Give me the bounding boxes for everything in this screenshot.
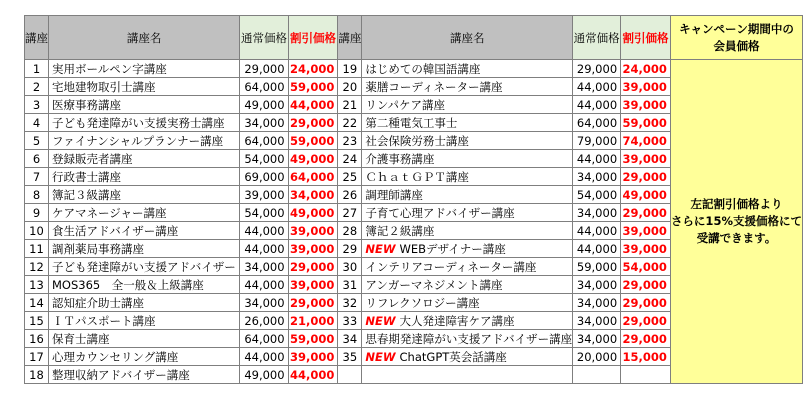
course-no: 22 xyxy=(338,114,362,132)
regular-price: 34,000 xyxy=(240,258,288,276)
regular-price: 54,000 xyxy=(573,186,621,204)
course-name: 子ども発達障がい支援実務士講座 xyxy=(49,114,240,132)
regular-price: 34,000 xyxy=(573,330,621,348)
regular-price: 44,000 xyxy=(573,222,621,240)
course-no: 25 xyxy=(338,168,362,186)
table-row xyxy=(25,60,803,78)
discount-price: 29,000 xyxy=(621,330,671,348)
course-name-text: WEBデザイナー講座 xyxy=(399,241,506,256)
course-name-text: ＣｈａｔＧＰＴ講座 xyxy=(365,169,469,184)
course-no: 21 xyxy=(338,96,362,114)
discount-price: 24,000 xyxy=(288,60,338,78)
regular-price: 79,000 xyxy=(573,132,621,150)
regular-price: 26,000 xyxy=(240,312,288,330)
course-no: 6 xyxy=(25,150,49,168)
regular-price: 34,000 xyxy=(573,168,621,186)
course-name xyxy=(362,186,573,204)
discount-price: 29,000 xyxy=(288,294,338,312)
header-course-name: 講座名 xyxy=(49,16,240,60)
regular-price: 20,000 xyxy=(573,348,621,366)
course-name xyxy=(362,276,573,294)
course-no: 20 xyxy=(338,78,362,96)
course-no: 34 xyxy=(338,330,362,348)
header-regular-price: 通常価格 xyxy=(573,16,621,60)
discount-price: 29,000 xyxy=(621,276,671,294)
course-no: 1 xyxy=(25,60,49,78)
course-name: 子ども発達障がい支援アドバイザー xyxy=(49,258,240,276)
course-name xyxy=(362,204,573,222)
regular-price: 64,000 xyxy=(240,78,288,96)
course-no: 7 xyxy=(25,168,49,186)
discount-price: 21,000 xyxy=(288,312,338,330)
new-badge: NEW xyxy=(365,313,396,328)
regular-price: 44,000 xyxy=(240,348,288,366)
course-no: 9 xyxy=(25,204,49,222)
course-name xyxy=(362,60,573,78)
course-no: 4 xyxy=(25,114,49,132)
course-no: 18 xyxy=(25,366,49,384)
course-name-text: 子育て心理アドバイザー講座 xyxy=(365,205,515,220)
course-name-text: 調理師講座 xyxy=(365,187,423,202)
course-name: 行政書士講座 xyxy=(49,168,240,186)
discount-price: 15,000 xyxy=(621,348,671,366)
course-name xyxy=(362,114,573,132)
course-no: 10 xyxy=(25,222,49,240)
course-no: 3 xyxy=(25,96,49,114)
course-name-text: インテリアコーディネーター講座 xyxy=(365,259,537,274)
discount-price: 59,000 xyxy=(288,132,338,150)
course-name xyxy=(362,132,573,150)
course-name: 調剤薬局事務講座 xyxy=(49,240,240,258)
discount-price: 54,000 xyxy=(621,258,671,276)
course-no: 5 xyxy=(25,132,49,150)
regular-price: 69,000 xyxy=(240,168,288,186)
course-name xyxy=(362,78,573,96)
course-no: 2 xyxy=(25,78,49,96)
regular-price: 34,000 xyxy=(573,294,621,312)
regular-price: 34,000 xyxy=(240,294,288,312)
course-name xyxy=(362,348,573,366)
regular-price: 54,000 xyxy=(240,150,288,168)
regular-price: 29,000 xyxy=(573,60,621,78)
member-note-line3: 受講できます。 xyxy=(696,231,777,245)
course-no: 29 xyxy=(338,240,362,258)
regular-price: 54,000 xyxy=(240,204,288,222)
header-discount-price: 割引価格 xyxy=(288,16,338,60)
header-no: 講座 xyxy=(25,16,49,60)
course-no: 15 xyxy=(25,312,49,330)
discount-price: 39,000 xyxy=(621,96,671,114)
course-name: 簿記３級講座 xyxy=(49,186,240,204)
discount-price: 39,000 xyxy=(288,240,338,258)
course-name xyxy=(362,168,573,186)
course-no: 23 xyxy=(338,132,362,150)
course-name xyxy=(362,330,573,348)
discount-price: 29,000 xyxy=(621,168,671,186)
course-name xyxy=(362,312,573,330)
empty-cell xyxy=(573,366,621,384)
course-name: 整理収納アドバイザー講座 xyxy=(49,366,240,384)
discount-price: 49,000 xyxy=(621,186,671,204)
course-price-table xyxy=(24,15,803,384)
course-name: ファイナンシャルプランナー講座 xyxy=(49,132,240,150)
regular-price: 49,000 xyxy=(240,96,288,114)
regular-price: 64,000 xyxy=(573,114,621,132)
discount-price: 64,000 xyxy=(288,168,338,186)
regular-price: 34,000 xyxy=(573,204,621,222)
course-name xyxy=(362,150,573,168)
course-name xyxy=(362,96,573,114)
discount-price: 59,000 xyxy=(621,114,671,132)
discount-price: 44,000 xyxy=(288,366,338,384)
discount-price: 44,000 xyxy=(288,96,338,114)
member-price-note xyxy=(670,60,802,384)
course-no: 32 xyxy=(338,294,362,312)
new-badge: NEW xyxy=(365,349,396,364)
course-name-text: 薬膳コーディネーター講座 xyxy=(365,79,503,94)
course-no: 30 xyxy=(338,258,362,276)
discount-price: 29,000 xyxy=(288,114,338,132)
discount-price: 39,000 xyxy=(288,348,338,366)
regular-price: 49,000 xyxy=(240,366,288,384)
course-name xyxy=(362,240,573,258)
discount-price: 39,000 xyxy=(621,222,671,240)
regular-price: 44,000 xyxy=(240,222,288,240)
course-name-text: 社会保険労務士講座 xyxy=(365,133,469,148)
course-no: 14 xyxy=(25,294,49,312)
header-course-name: 講座名 xyxy=(362,16,573,60)
course-name-text: 簿記２級講座 xyxy=(365,223,435,238)
regular-price: 59,000 xyxy=(573,258,621,276)
course-name: 実用ボールペン字講座 xyxy=(49,60,240,78)
discount-price: 59,000 xyxy=(288,330,338,348)
regular-price: 39,000 xyxy=(240,186,288,204)
course-no: 31 xyxy=(338,276,362,294)
header-discount-price: 割引価格 xyxy=(621,16,671,60)
course-name: 登録販売者講座 xyxy=(49,150,240,168)
course-name: 医療事務講座 xyxy=(49,96,240,114)
course-name: 保育士講座 xyxy=(49,330,240,348)
discount-price: 39,000 xyxy=(621,240,671,258)
regular-price: 44,000 xyxy=(573,96,621,114)
member-note-line1: 左記割引価格より xyxy=(690,197,783,211)
regular-price: 44,000 xyxy=(573,240,621,258)
regular-price: 34,000 xyxy=(573,276,621,294)
regular-price: 29,000 xyxy=(240,60,288,78)
regular-price: 34,000 xyxy=(573,312,621,330)
empty-cell xyxy=(362,366,573,384)
empty-cell xyxy=(621,366,671,384)
course-no: 16 xyxy=(25,330,49,348)
course-name-text: 第二種電気工事士 xyxy=(365,115,458,130)
discount-price: 29,000 xyxy=(288,258,338,276)
course-name: 心理カウンセリング講座 xyxy=(49,348,240,366)
discount-price: 49,000 xyxy=(288,150,338,168)
regular-price: 64,000 xyxy=(240,132,288,150)
course-name-text: 介護事務講座 xyxy=(365,151,435,166)
header-member-line2: 会員価格 xyxy=(713,38,760,53)
course-name-text: 思春期発達障がい支援アドバイザー講座 xyxy=(365,331,573,346)
course-no: 28 xyxy=(338,222,362,240)
course-name-text: アンガーマネジメント講座 xyxy=(365,277,503,292)
discount-price: 24,000 xyxy=(621,60,671,78)
course-no: 12 xyxy=(25,258,49,276)
course-name-text: リンパケア講座 xyxy=(365,97,446,112)
course-name: 認知症介助士講座 xyxy=(49,294,240,312)
discount-price: 39,000 xyxy=(621,150,671,168)
header-regular-price: 通常価格 xyxy=(240,16,288,60)
discount-price: 49,000 xyxy=(288,204,338,222)
discount-price: 74,000 xyxy=(621,132,671,150)
discount-price: 39,000 xyxy=(288,276,338,294)
empty-cell xyxy=(338,366,362,384)
course-name: 食生活アドバイザー講座 xyxy=(49,222,240,240)
course-no: 26 xyxy=(338,186,362,204)
new-badge: NEW xyxy=(365,241,396,256)
course-no: 8 xyxy=(25,186,49,204)
course-name xyxy=(362,222,573,240)
header-member-price xyxy=(670,16,802,60)
member-note-line2: さらに15%支援価格にて xyxy=(670,214,802,228)
course-name-text: リフレクソロジー講座 xyxy=(365,295,480,310)
regular-price: 44,000 xyxy=(573,150,621,168)
discount-price: 39,000 xyxy=(621,78,671,96)
course-name xyxy=(362,294,573,312)
regular-price: 44,000 xyxy=(573,78,621,96)
discount-price: 29,000 xyxy=(621,312,671,330)
regular-price: 34,000 xyxy=(240,114,288,132)
course-no: 19 xyxy=(338,60,362,78)
discount-price: 39,000 xyxy=(288,222,338,240)
header-row xyxy=(25,16,803,60)
course-name-text: ChatGPT英会話講座 xyxy=(399,349,507,364)
discount-price: 59,000 xyxy=(288,78,338,96)
header-member-line1: キャンペーン期間中の xyxy=(679,21,794,36)
regular-price: 64,000 xyxy=(240,330,288,348)
course-no: 27 xyxy=(338,204,362,222)
course-name-text: 大人発達障害ケア講座 xyxy=(399,313,515,328)
header-no: 講座 xyxy=(338,16,362,60)
course-name xyxy=(362,258,573,276)
course-no: 13 xyxy=(25,276,49,294)
course-name: ＩＴパスポート講座 xyxy=(49,312,240,330)
course-name-text: はじめての韓国語講座 xyxy=(365,61,481,76)
course-no: 35 xyxy=(338,348,362,366)
course-name: 宅地建物取引士講座 xyxy=(49,78,240,96)
discount-price: 34,000 xyxy=(288,186,338,204)
course-name: MOS365 全一般＆上級講座 xyxy=(49,276,240,294)
regular-price: 44,000 xyxy=(240,276,288,294)
discount-price: 29,000 xyxy=(621,294,671,312)
regular-price: 44,000 xyxy=(240,240,288,258)
course-no: 33 xyxy=(338,312,362,330)
course-no: 11 xyxy=(25,240,49,258)
discount-price: 29,000 xyxy=(621,204,671,222)
course-no: 24 xyxy=(338,150,362,168)
course-name: ケアマネージャー講座 xyxy=(49,204,240,222)
course-no: 17 xyxy=(25,348,49,366)
